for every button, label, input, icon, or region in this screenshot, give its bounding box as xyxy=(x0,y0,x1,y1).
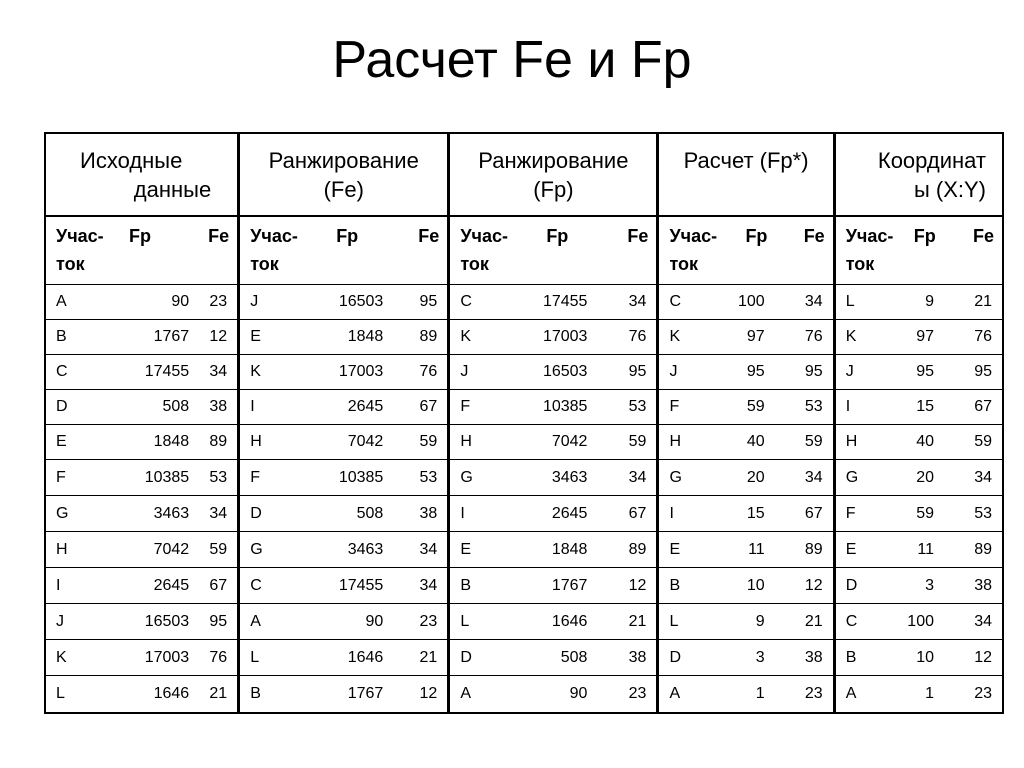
table-row xyxy=(450,676,656,712)
cell-fp: 2645 xyxy=(347,397,384,415)
group-header xyxy=(836,134,1002,217)
table-row xyxy=(240,425,447,461)
cell-fe: 34 xyxy=(628,292,647,310)
cell-fe: 59 xyxy=(628,432,647,450)
page-title: Расчет Fe и Fp xyxy=(332,31,692,89)
cell-fp: 17455 xyxy=(338,576,384,594)
cell-fe: 34 xyxy=(209,362,228,380)
table-row xyxy=(450,496,656,532)
sub-header xyxy=(240,217,447,285)
table-row xyxy=(240,676,447,712)
cell-fe: 76 xyxy=(628,327,647,345)
table-row xyxy=(450,604,656,640)
cell-fe: 12 xyxy=(628,576,647,594)
subheader-site-label-cont: ток xyxy=(669,253,699,274)
cell-fe: 34 xyxy=(419,576,438,594)
cell-fe: 34 xyxy=(209,504,228,522)
table-row xyxy=(659,460,832,496)
cell-fp: 10385 xyxy=(338,468,384,486)
cell-fp: 17003 xyxy=(338,362,384,380)
table-row xyxy=(46,355,237,390)
group-header-line: Ранжирование xyxy=(478,148,629,173)
cell-site: L xyxy=(669,612,679,630)
table-row xyxy=(659,676,832,712)
table-row xyxy=(659,604,832,640)
table-row xyxy=(240,460,447,496)
cell-fe: 59 xyxy=(974,432,992,450)
cell-site: A xyxy=(669,685,681,703)
cell-site: E xyxy=(669,540,681,558)
cell-fe: 89 xyxy=(628,540,647,558)
cell-fe: 59 xyxy=(419,432,438,450)
table-row xyxy=(240,285,447,320)
column-group-5 xyxy=(833,134,1002,712)
cell-fp: 1848 xyxy=(153,432,190,450)
table-row xyxy=(659,320,832,355)
cell-site: F xyxy=(845,504,856,522)
cell-fe: 34 xyxy=(974,468,992,486)
table-row xyxy=(659,496,832,532)
cell-fp: 17003 xyxy=(144,648,190,666)
cell-fp: 40 xyxy=(916,432,934,450)
cell-fe: 38 xyxy=(209,397,228,415)
cell-fp: 59 xyxy=(746,397,765,415)
cell-site: G xyxy=(669,468,682,486)
subheader-fe: Fe xyxy=(418,225,440,246)
cell-fp: 3463 xyxy=(347,540,384,558)
cell-fe: 38 xyxy=(419,504,438,522)
table-row xyxy=(450,285,656,320)
table-row xyxy=(659,640,832,676)
subheader-site-label: Учас- xyxy=(56,225,104,246)
table-row xyxy=(836,285,1002,320)
subheader-fp: Fp xyxy=(336,225,359,246)
cell-fe: 38 xyxy=(628,648,647,666)
table-row xyxy=(836,640,1002,676)
cell-fe: 21 xyxy=(628,612,647,630)
cell-site: E xyxy=(56,432,67,450)
cell-fe: 23 xyxy=(209,292,228,310)
cell-fp: 17455 xyxy=(144,362,190,380)
cell-fe: 34 xyxy=(804,292,823,310)
cell-site: I xyxy=(460,504,465,522)
table-row xyxy=(836,460,1002,496)
table-row xyxy=(240,604,447,640)
cell-fp: 508 xyxy=(162,397,190,415)
cell-fp: 10385 xyxy=(144,468,190,486)
group-header-line: данные xyxy=(133,177,212,202)
cell-fp: 1767 xyxy=(153,327,190,345)
subheader-fp: Fp xyxy=(913,225,936,246)
cell-fp: 95 xyxy=(916,362,934,380)
cell-site: A xyxy=(250,612,261,630)
group-header-line: (Fp) xyxy=(533,177,574,202)
group-header-line: Координат xyxy=(877,148,986,173)
cell-fe: 21 xyxy=(974,292,992,310)
cell-fp: 9 xyxy=(755,612,765,630)
cell-site: G xyxy=(250,540,263,558)
cell-fe: 23 xyxy=(804,685,823,703)
cell-fp: 20 xyxy=(746,468,765,486)
cell-fe: 76 xyxy=(974,327,992,345)
cell-site: H xyxy=(669,432,681,450)
table-row xyxy=(659,390,832,425)
cell-fe: 89 xyxy=(804,540,823,558)
table-row xyxy=(836,604,1002,640)
cell-fe: 95 xyxy=(209,612,228,630)
cell-site: C xyxy=(460,292,472,310)
column-group-4 xyxy=(656,134,832,712)
cell-fp: 2645 xyxy=(153,576,190,594)
cell-site: H xyxy=(845,432,858,450)
table-row xyxy=(659,355,832,390)
subheader-site-label-cont: ток xyxy=(56,253,85,274)
cell-fe: 34 xyxy=(974,612,992,630)
cell-fe: 12 xyxy=(804,576,823,594)
cell-fp: 100 xyxy=(738,292,765,310)
table-row xyxy=(240,568,447,604)
cell-fp: 9 xyxy=(925,292,934,310)
table-row xyxy=(46,285,237,320)
cell-site: F xyxy=(56,468,66,486)
cell-fp: 95 xyxy=(746,362,765,380)
cell-site: A xyxy=(460,685,471,703)
subheader-fe: Fe xyxy=(803,225,825,246)
cell-fe: 38 xyxy=(804,648,823,666)
cell-fp: 97 xyxy=(746,327,765,345)
group-header-line: ы (X:Y) xyxy=(913,177,986,202)
group-header xyxy=(450,134,656,217)
cell-fp: 1848 xyxy=(347,327,384,345)
table-row xyxy=(46,532,237,568)
cell-fe: 34 xyxy=(804,468,823,486)
cell-site: I xyxy=(250,397,255,415)
cell-fe: 53 xyxy=(974,504,992,522)
cell-fe: 21 xyxy=(209,685,228,703)
table-row xyxy=(240,532,447,568)
cell-fe: 53 xyxy=(209,468,228,486)
table-row xyxy=(46,640,237,676)
group-header-line: Ранжирование xyxy=(268,148,419,173)
table-row xyxy=(240,640,447,676)
table-row xyxy=(659,425,832,461)
table-row xyxy=(46,496,237,532)
cell-site: D xyxy=(56,397,68,415)
table-row xyxy=(450,532,656,568)
table-row xyxy=(46,390,237,425)
cell-fe: 53 xyxy=(419,468,438,486)
cell-fp: 3 xyxy=(925,576,934,594)
cell-fe: 53 xyxy=(628,397,647,415)
cell-site: A xyxy=(845,685,857,703)
cell-fp: 1 xyxy=(755,685,765,703)
cell-fe: 38 xyxy=(974,576,992,594)
cell-fe: 34 xyxy=(628,468,647,486)
cell-fp: 16503 xyxy=(144,612,190,630)
subheader-fe: Fe xyxy=(208,225,230,246)
table-row xyxy=(450,425,656,461)
cell-site: F xyxy=(250,468,260,486)
cell-fe: 76 xyxy=(209,648,228,666)
table-row xyxy=(836,320,1002,355)
table-row xyxy=(450,355,656,390)
table-row xyxy=(240,390,447,425)
table-row xyxy=(836,355,1002,390)
cell-fp: 15 xyxy=(916,397,934,415)
cell-site: L xyxy=(56,685,65,703)
cell-site: D xyxy=(669,648,681,666)
subheader-site-label-cont: ток xyxy=(250,253,279,274)
subheader-fe: Fe xyxy=(972,225,994,246)
cell-fp: 1767 xyxy=(551,576,588,594)
cell-fe: 23 xyxy=(628,685,647,703)
cell-fp: 3463 xyxy=(551,468,588,486)
table-row xyxy=(450,640,656,676)
cell-site: E xyxy=(250,327,261,345)
cell-site: K xyxy=(669,327,681,345)
cell-site: B xyxy=(845,648,857,666)
cell-fp: 97 xyxy=(916,327,934,345)
cell-fp: 16503 xyxy=(542,362,588,380)
cell-fp: 11 xyxy=(917,540,934,558)
cell-fp: 3463 xyxy=(153,504,190,522)
group-header xyxy=(659,134,832,217)
cell-fp: 17003 xyxy=(542,327,588,345)
table-row xyxy=(450,460,656,496)
cell-site: I xyxy=(56,576,61,594)
cell-fe: 95 xyxy=(628,362,647,380)
cell-site: D xyxy=(460,648,472,666)
table-row xyxy=(46,604,237,640)
cell-fe: 21 xyxy=(419,648,438,666)
table-row xyxy=(46,320,237,355)
table-row xyxy=(46,425,237,461)
cell-fp: 7042 xyxy=(347,432,384,450)
cell-site: H xyxy=(56,540,68,558)
cell-fp: 15 xyxy=(746,504,765,522)
cell-fe: 76 xyxy=(804,327,823,345)
cell-fp: 1646 xyxy=(153,685,190,703)
cell-site: A xyxy=(56,292,67,310)
subheader-fp: Fp xyxy=(546,225,569,246)
cell-fp: 1 xyxy=(925,685,934,703)
table-row xyxy=(450,568,656,604)
cell-fe: 67 xyxy=(209,576,228,594)
subheader-fe: Fe xyxy=(627,225,649,246)
cell-fe: 76 xyxy=(419,362,438,380)
cell-site: C xyxy=(845,612,858,630)
table-row xyxy=(836,390,1002,425)
cell-fp: 3 xyxy=(755,648,765,666)
subheader-site-label-cont: ток xyxy=(460,253,489,274)
cell-site: C xyxy=(56,362,68,380)
group-header-line: Исходные xyxy=(80,148,183,173)
cell-fp: 40 xyxy=(746,432,765,450)
cell-fe: 67 xyxy=(804,504,823,522)
table-row xyxy=(836,568,1002,604)
cell-fe: 67 xyxy=(628,504,647,522)
cell-site: B xyxy=(669,576,681,594)
cell-fe: 67 xyxy=(419,397,438,415)
subheader-site-label-cont: ток xyxy=(845,253,875,274)
cell-fp: 11 xyxy=(748,540,765,558)
table-row xyxy=(240,496,447,532)
cell-fe: 23 xyxy=(974,685,992,703)
cell-fe: 12 xyxy=(209,327,228,345)
subheader-site-label: Учас- xyxy=(669,225,718,246)
cell-site: C xyxy=(250,576,262,594)
cell-fp: 1767 xyxy=(347,685,384,703)
cell-site: L xyxy=(460,612,470,630)
sub-header xyxy=(836,217,1002,285)
table-row xyxy=(240,355,447,390)
cell-site: F xyxy=(669,397,680,415)
table-row xyxy=(836,676,1002,712)
cell-fe: 12 xyxy=(419,685,438,703)
cell-site: D xyxy=(250,504,262,522)
cell-site: I xyxy=(669,504,674,522)
table-row xyxy=(659,532,832,568)
cell-site: D xyxy=(845,576,858,594)
cell-site: G xyxy=(56,504,69,522)
cell-site: H xyxy=(460,432,472,450)
cell-fp: 1646 xyxy=(551,612,588,630)
cell-site: L xyxy=(845,292,855,310)
table-row xyxy=(836,425,1002,461)
cell-fp: 10 xyxy=(746,576,765,594)
cell-site: E xyxy=(460,540,471,558)
cell-fp: 1848 xyxy=(551,540,588,558)
table-row xyxy=(836,532,1002,568)
table-row xyxy=(659,285,832,320)
cell-fe: 59 xyxy=(804,432,823,450)
cell-site: L xyxy=(250,648,260,666)
cell-fe: 53 xyxy=(804,397,823,415)
cell-site: K xyxy=(845,327,857,345)
subheader-site-label: Учас- xyxy=(845,225,894,246)
cell-fp: 20 xyxy=(916,468,934,486)
cell-site: J xyxy=(250,292,259,310)
cell-fe: 89 xyxy=(419,327,438,345)
group-header xyxy=(240,134,447,217)
table-row xyxy=(46,676,237,712)
cell-fe: 21 xyxy=(804,612,823,630)
table-row xyxy=(450,320,656,355)
cell-fp: 90 xyxy=(365,612,384,630)
cell-fp: 90 xyxy=(171,292,190,310)
cell-site: B xyxy=(250,685,261,703)
cell-fp: 7042 xyxy=(551,432,588,450)
cell-fe: 23 xyxy=(419,612,438,630)
data-table xyxy=(44,132,1004,714)
cell-fp: 16503 xyxy=(338,292,384,310)
cell-fp: 10385 xyxy=(542,397,588,415)
table-row xyxy=(240,320,447,355)
table-row xyxy=(659,568,832,604)
sub-header xyxy=(450,217,656,285)
table-row xyxy=(450,390,656,425)
group-header-line: Расчет (Fp*) xyxy=(683,148,809,173)
cell-site: C xyxy=(669,292,681,310)
cell-fp: 90 xyxy=(569,685,588,703)
subheader-fp: Fp xyxy=(745,225,768,246)
cell-fe: 34 xyxy=(419,540,438,558)
cell-fe: 95 xyxy=(974,362,992,380)
cell-fe: 59 xyxy=(209,540,228,558)
cell-fe: 12 xyxy=(974,648,992,666)
cell-site: J xyxy=(460,362,469,380)
cell-site: K xyxy=(56,648,67,666)
subheader-site-label: Учас- xyxy=(460,225,508,246)
cell-site: K xyxy=(460,327,471,345)
subheader-site-label: Учас- xyxy=(250,225,298,246)
cell-fp: 59 xyxy=(916,504,934,522)
cell-site: K xyxy=(250,362,261,380)
cell-fp: 508 xyxy=(560,648,588,666)
cell-site: J xyxy=(56,612,64,630)
cell-site: E xyxy=(845,540,857,558)
cell-fe: 89 xyxy=(974,540,992,558)
cell-site: H xyxy=(250,432,262,450)
cell-fp: 100 xyxy=(907,612,934,630)
cell-fe: 67 xyxy=(974,397,992,415)
cell-site: J xyxy=(669,362,678,380)
cell-site: J xyxy=(845,362,854,380)
cell-fp: 1646 xyxy=(347,648,384,666)
cell-fp: 508 xyxy=(356,504,384,522)
cell-site: G xyxy=(460,468,473,486)
table-row xyxy=(46,568,237,604)
cell-site: B xyxy=(56,327,67,345)
group-header xyxy=(46,134,237,217)
cell-fp: 2645 xyxy=(551,504,588,522)
cell-fp: 10 xyxy=(916,648,934,666)
subheader-fp: Fp xyxy=(129,225,151,246)
cell-site: B xyxy=(460,576,471,594)
group-header-line: (Fe) xyxy=(323,177,364,202)
cell-fp: 17455 xyxy=(542,292,588,310)
column-group-2 xyxy=(237,134,447,712)
table-row xyxy=(46,460,237,496)
column-group-1 xyxy=(46,134,237,712)
sub-header xyxy=(46,217,237,285)
column-group-3 xyxy=(447,134,656,712)
table-row xyxy=(836,496,1002,532)
cell-fe: 95 xyxy=(419,292,438,310)
sub-header xyxy=(659,217,832,285)
cell-fp: 7042 xyxy=(153,540,190,558)
cell-site: I xyxy=(845,397,851,415)
cell-site: G xyxy=(845,468,859,486)
cell-fe: 89 xyxy=(209,432,228,450)
cell-site: F xyxy=(460,397,471,415)
cell-fe: 95 xyxy=(804,362,823,380)
